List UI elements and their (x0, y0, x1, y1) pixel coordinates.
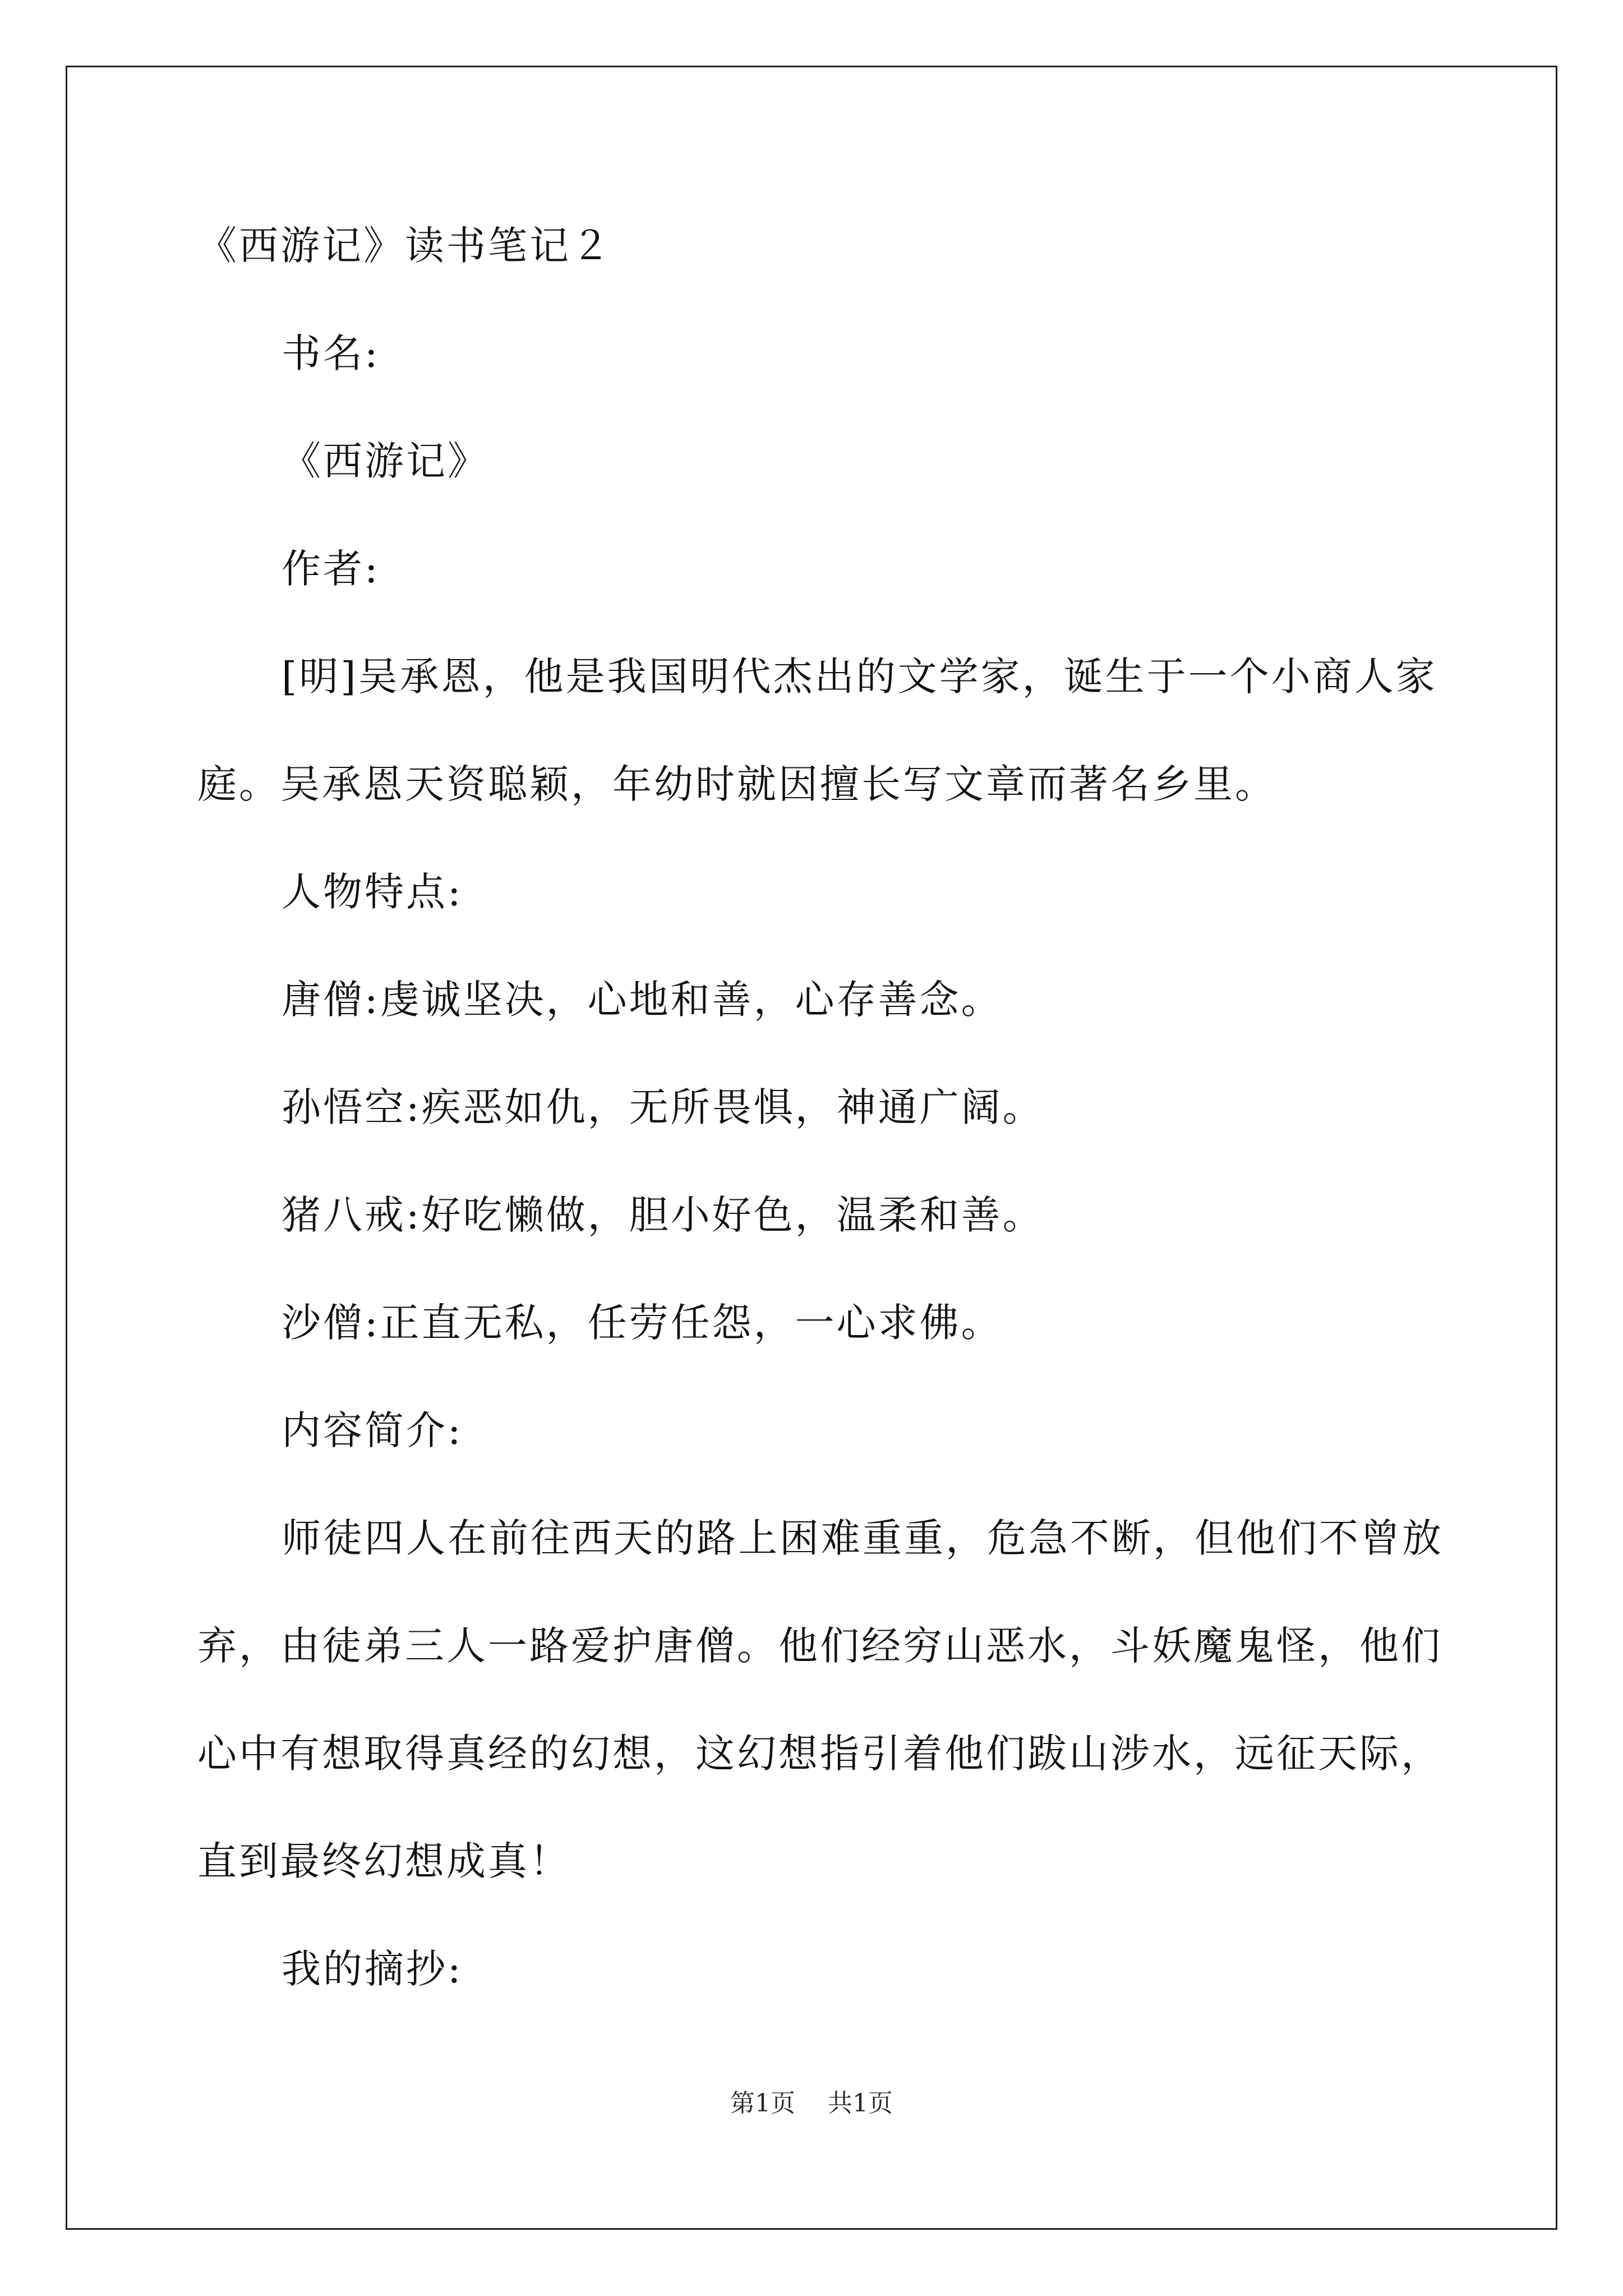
characters-label: 人物特点: (282, 869, 463, 915)
character-sun-wukong: 孙悟空:疾恶如仇，无所畏惧，神通广阔。 (282, 1084, 1044, 1130)
summary-line: 弃，由徒弟三人一路爱护唐僧。他们经穷山恶水，斗妖魔鬼怪，他们 (197, 1623, 1442, 1669)
character-tang-seng: 唐僧:虔诚坚决，心地和善，心存善念。 (282, 977, 1003, 1023)
author-paragraph (197, 650, 1437, 811)
summary-line: 心中有想取得真经的幻想，这幻想指引着他们跋山涉水，远征天际， (197, 1731, 1442, 1777)
summary-label: 内容简介: (282, 1407, 463, 1453)
author-line: 庭。吴承恩天资聪颖，年幼时就因擅长写文章而著名乡里。 (197, 761, 1276, 807)
page-footer (0, 2087, 1623, 2120)
page-total: 共1页 (828, 2089, 893, 2118)
book-name-label: 书名: (282, 330, 380, 376)
author-line: [明]吴承恩，他是我国明代杰出的文学家，诞生于一个小商人家 (282, 654, 1437, 700)
author-label: 作者: (282, 546, 380, 592)
page-number: 第1页 (730, 2089, 795, 2118)
character-zhu-bajie: 猪八戒:好吃懒做，胆小好色，温柔和善。 (282, 1192, 1044, 1238)
document-title: 《西游记》读书笔记２ (197, 223, 612, 269)
summary-line: 直到最终幻想成真！ (197, 1838, 571, 1884)
character-sha-seng: 沙僧:正直无私，任劳任怨，一心求佛。 (282, 1300, 1003, 1346)
book-name: 《西游记》 (282, 438, 489, 484)
excerpt-label: 我的摘抄: (282, 1946, 463, 1992)
summary-paragraph (197, 1511, 1444, 1888)
document-body (197, 219, 1444, 2050)
summary-line: 师徒四人在前往西天的路上困难重重，危急不断，但他们不曾放 (282, 1515, 1444, 1561)
